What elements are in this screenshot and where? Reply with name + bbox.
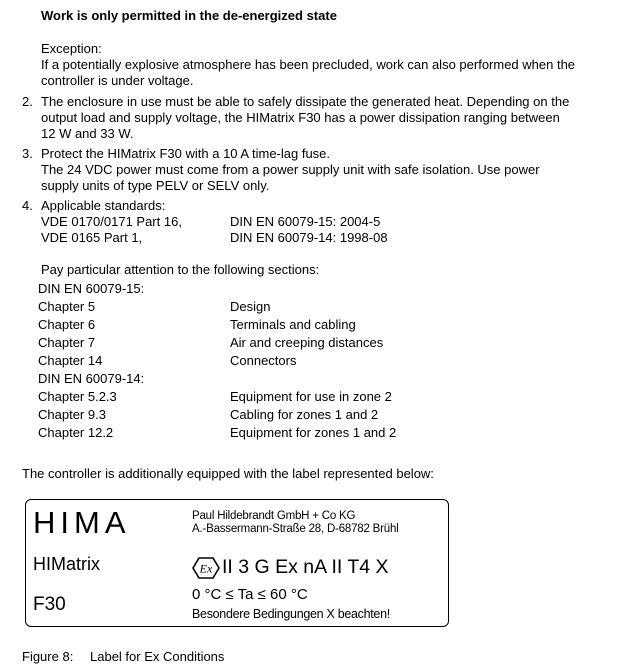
section-topic: Terminals and cabling [230,317,356,332]
section-topic: Equipment for zones 1 and 2 [230,425,397,440]
special-conditions-note: Besondere Bedingungen X beachten! [192,607,390,621]
list-item-line: supply units of type PELV or SELV only. [41,178,270,193]
list-number: 2. [22,94,33,109]
company-name: Paul Hildebrandt GmbH + Co KG [192,510,356,522]
standard-left: VDE 0170/0171 Part 16, [41,214,182,229]
section-heading: Work is only permitted in the de-energized state [41,8,337,23]
list-number: 4. [22,198,33,213]
ex-hexagon-icon [192,557,220,579]
list-number: 3. [22,146,33,161]
section-chapter: Chapter 5 [38,299,96,314]
section-topic: Design [230,299,271,314]
list-item-line: The 24 VDC power must come from a power supply unit with safe isolation. Use power [41,162,540,177]
exception-text-line: controller is under voltage. [41,73,194,88]
section-topic: Equipment for use in zone 2 [230,389,392,404]
exception-text-line: If a potentially explosive atmosphere has been precluded, work can also performed when the [41,57,576,72]
standard-right: DIN EN 60079-15: 2004-5 [230,214,381,229]
section-chapter: Chapter 14 [38,353,103,368]
ex-marking-text: II 3 G Ex nA II T4 X [222,556,389,578]
section-chapter: Chapter 9.3 [38,407,106,422]
figure-number: Figure 8: [22,649,74,664]
ex-symbol-text: Ex [199,561,213,576]
section-chapter: Chapter 12.2 [38,425,114,440]
section-group-title: DIN EN 60079-14: [38,371,145,386]
ex-label [25,499,449,627]
list-item-line: 12 W and 33 W. [41,126,134,141]
model-name: F30 [33,594,66,615]
list-item-line: The enclosure in use must be able to safely dissipate the generated heat. Depending on the [41,94,570,109]
attention-text: Pay particular attention to the following sections: [41,262,320,277]
brand-logo: HIMA [33,505,131,540]
ex-marking [192,555,389,579]
list-item-line: Applicable standards: [41,198,166,213]
section-chapter: Chapter 5.2.3 [38,389,117,404]
list-item-line: output load and supply voltage, the HIMatrix F30 has a power dissipation ranging between [41,110,560,125]
standard-left: VDE 0165 Part 1, [41,230,143,245]
label-intro: The controller is additionally equipped with the label represented below: [22,466,434,481]
section-topic: Air and creeping distances [230,335,384,350]
product-name: HIMatrix [33,554,100,574]
exception-label: Exception: [41,41,102,56]
company-address: A.-Bassermann-Straße 28, D-68782 Brühl [192,523,399,535]
section-topic: Cabling for zones 1 and 2 [230,407,379,422]
standard-right: DIN EN 60079-14: 1998-08 [230,230,388,245]
section-chapter: Chapter 7 [38,335,96,350]
section-group-title: DIN EN 60079-15: [38,281,145,296]
temperature-range: 0 °C ≤ Ta ≤ 60 °C [192,586,308,603]
section-topic: Connectors [230,353,297,368]
figure-caption: Label for Ex Conditions [90,649,225,664]
list-item-line: Protect the HIMatrix F30 with a 10 A time-lag fuse. [41,146,331,161]
section-chapter: Chapter 6 [38,317,96,332]
